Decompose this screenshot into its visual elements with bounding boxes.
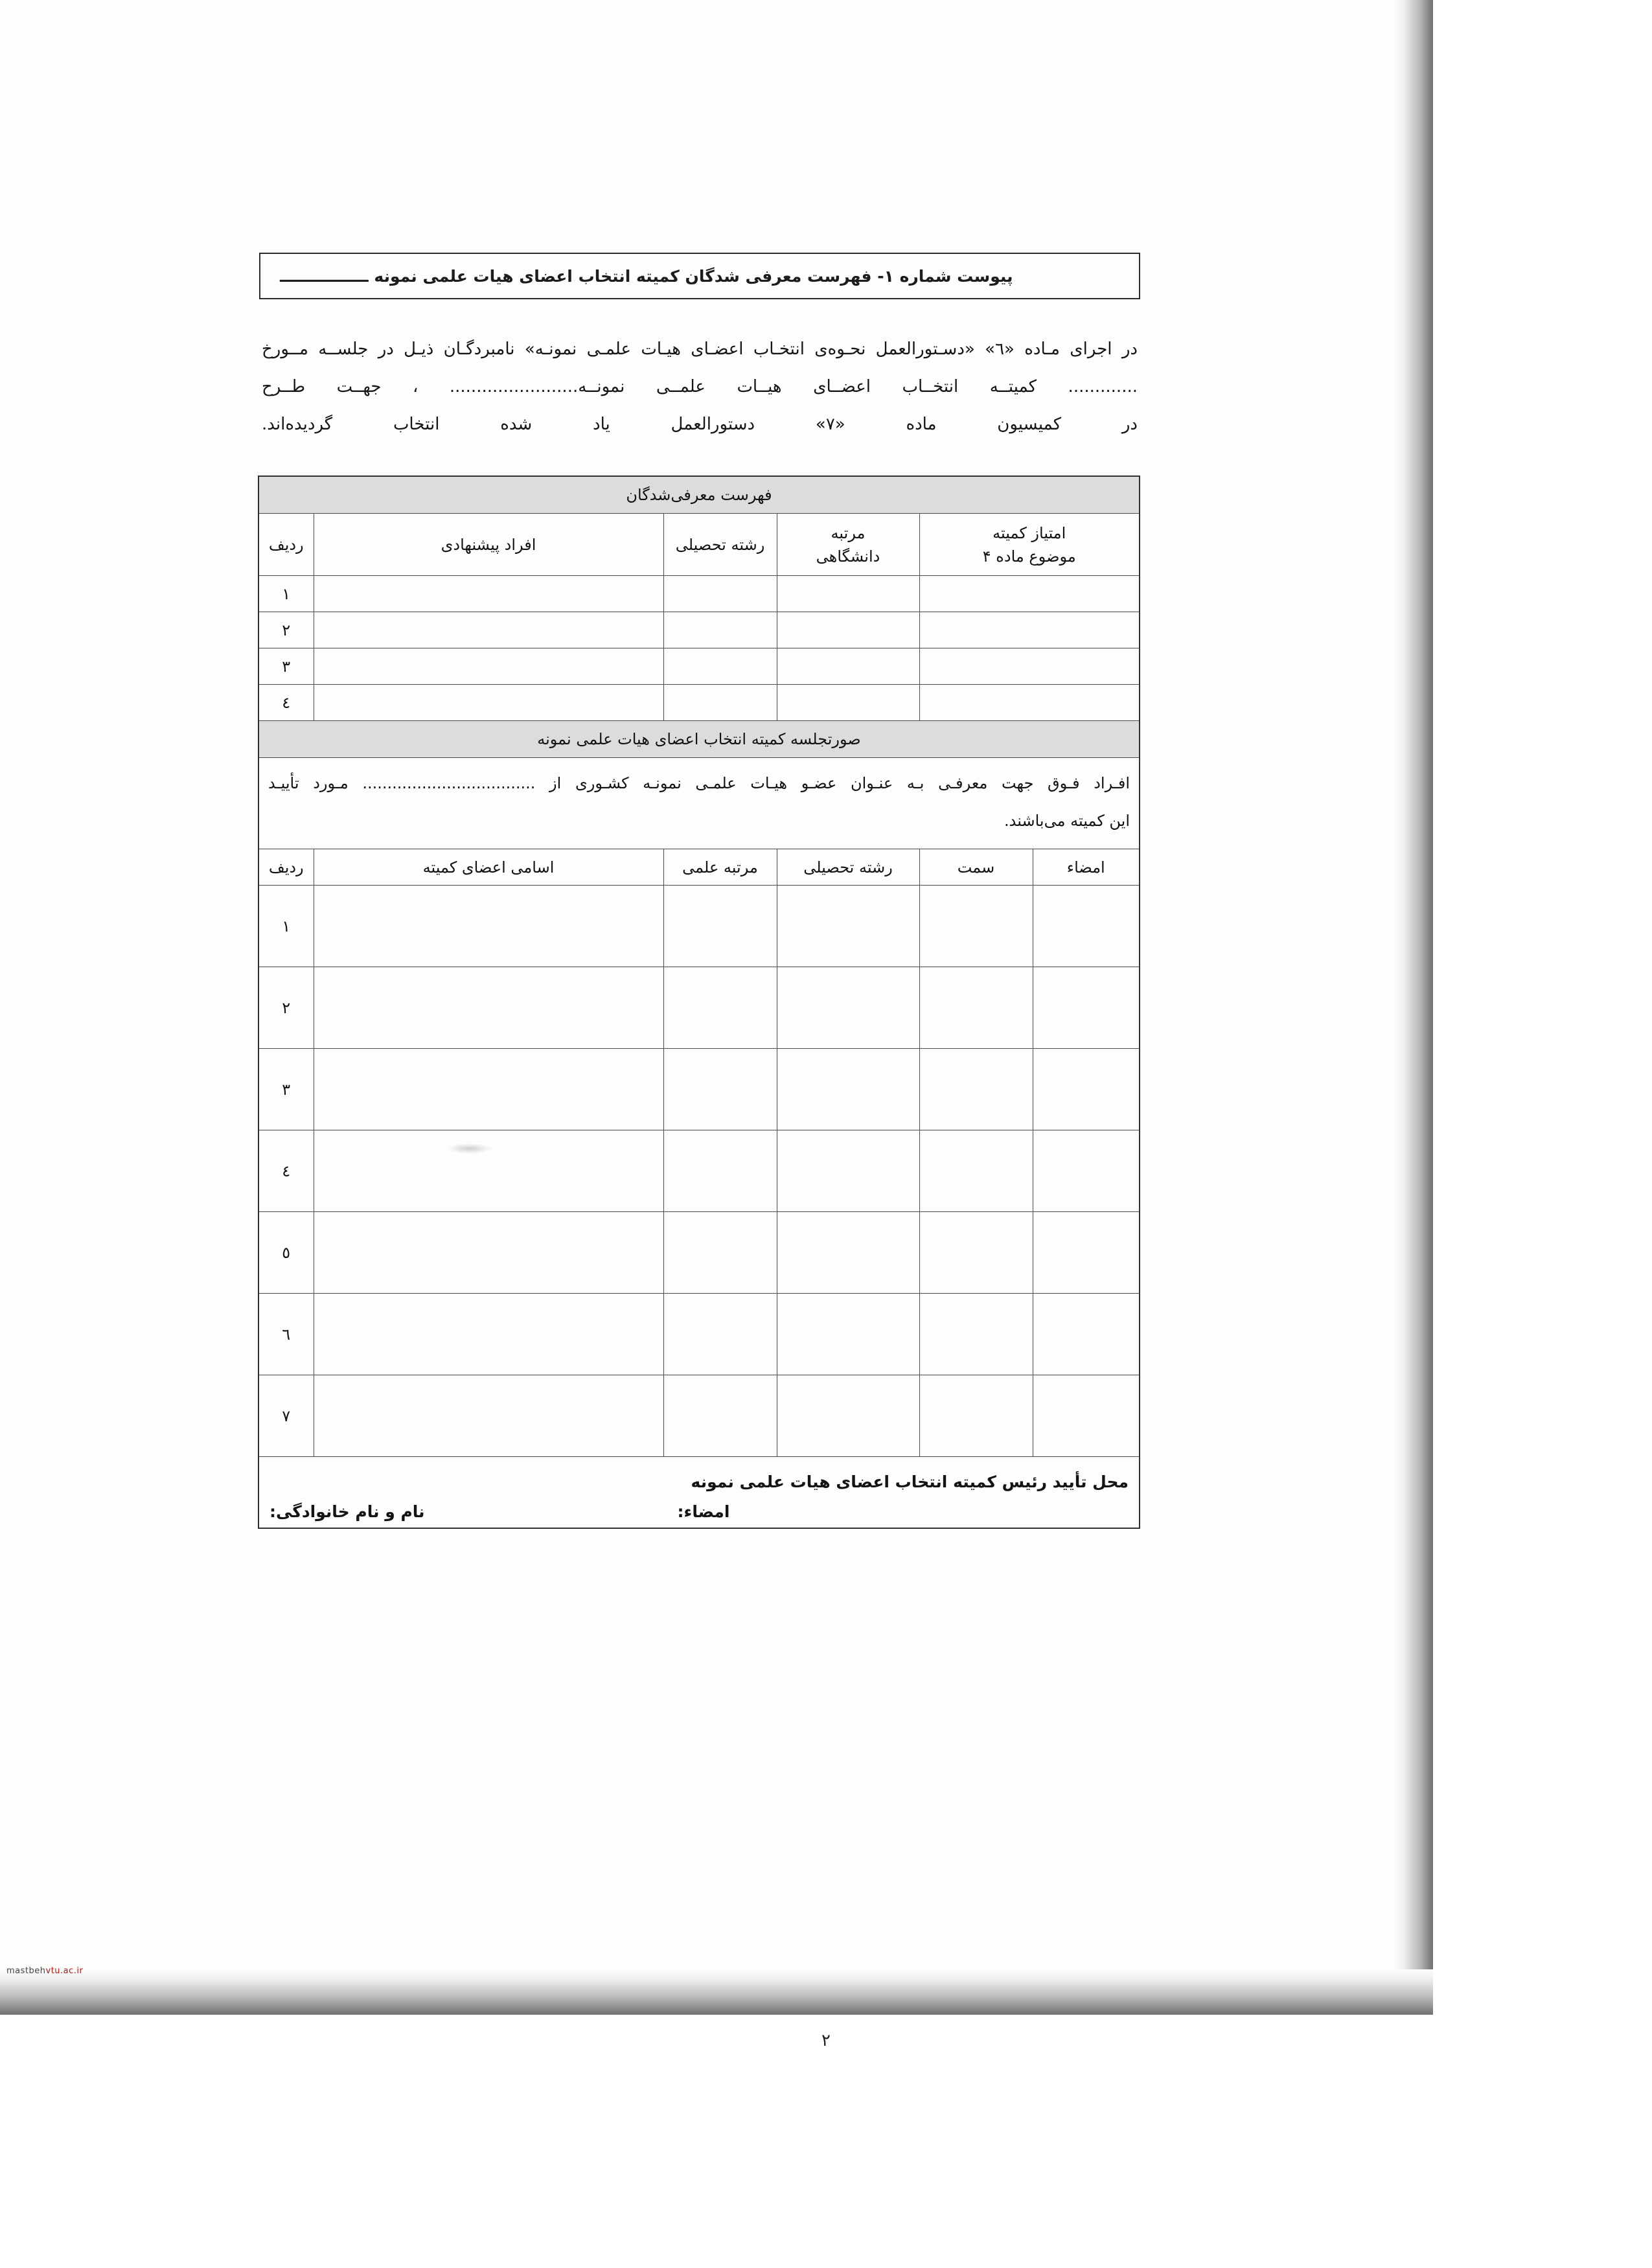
scan-watermark-text: mastbeh <box>6 1966 46 1976</box>
cell-index2: ٥ <box>258 1212 314 1294</box>
col-header-score-line2: موضوع ماده ۴ <box>982 547 1076 566</box>
cell-field2[interactable] <box>777 1294 919 1375</box>
cell-field2[interactable] <box>777 1212 919 1294</box>
cell-names[interactable] <box>314 1049 663 1130</box>
table1-header-row <box>258 514 1140 576</box>
table-row <box>258 648 1140 685</box>
cell-signature[interactable] <box>1033 1294 1140 1375</box>
minutes-paragraph-line1: افـراد فـوق جهت معرفـی بـه عنـوان عضـو هیـات علمـی نمونـه کشـوری از ................................... مـورد تأییـد <box>268 774 1130 792</box>
col-header-signature: امضاء <box>1033 849 1140 886</box>
table-row <box>258 886 1140 967</box>
cell-rank[interactable] <box>777 685 919 721</box>
cell-index2: ٦ <box>258 1294 314 1375</box>
table-row <box>258 1049 1140 1130</box>
col-header-names: اسامی اعضای کمیته <box>314 849 663 886</box>
confirmation-block <box>258 1457 1140 1529</box>
cell-position[interactable] <box>919 967 1033 1049</box>
cell-score[interactable] <box>919 612 1140 648</box>
cell-signature[interactable] <box>1033 967 1140 1049</box>
page-title: پیوست شماره ۱- فهرست معرفی شدگان کمیته انتخاب اعضای هیات علمی نمونه ــــــــــــــــ <box>280 266 1013 286</box>
signature-label[interactable]: امضاء: <box>677 1502 730 1521</box>
scan-watermark <box>6 1966 83 1976</box>
table-row <box>258 1375 1140 1457</box>
cell-rank2[interactable] <box>663 1375 777 1457</box>
section-band-minutes: صورتجلسه کمیته انتخاب اعضای هیات علمی نمونه <box>258 721 1140 758</box>
cell-field2[interactable] <box>777 1130 919 1212</box>
cell-signature[interactable] <box>1033 1212 1140 1294</box>
col-header-position: سمت <box>919 849 1033 886</box>
cell-index2: ٣ <box>258 1049 314 1130</box>
table-row <box>258 967 1140 1049</box>
table-row <box>258 1130 1140 1212</box>
cell-signature[interactable] <box>1033 1375 1140 1457</box>
cell-field[interactable] <box>663 576 777 612</box>
col-header-persons: افراد پیشنهادی <box>314 514 663 576</box>
col-header-rank-line2: دانشگاهی <box>816 547 880 566</box>
cell-score[interactable] <box>919 576 1140 612</box>
minutes-paragraph-line2: این کمیته می‌باشند. <box>1004 812 1130 830</box>
cell-names[interactable] <box>314 1294 663 1375</box>
cell-names[interactable] <box>314 967 663 1049</box>
section-band-nominees: فهرست معرفی‌شدگان <box>258 476 1140 514</box>
table-row <box>258 1212 1140 1294</box>
cell-index2: ٧ <box>258 1375 314 1457</box>
cell-position[interactable] <box>919 886 1033 967</box>
col-header-index2: ردیف <box>258 849 314 886</box>
cell-rank2[interactable] <box>663 1212 777 1294</box>
table-row <box>258 685 1140 721</box>
cell-position[interactable] <box>919 1130 1033 1212</box>
col-header-score-line1: امتیاز کمیته <box>992 523 1066 542</box>
cell-names[interactable] <box>314 1212 663 1294</box>
scan-smudge <box>447 1143 492 1154</box>
table-row <box>258 612 1140 648</box>
cell-index: ١ <box>258 576 314 612</box>
cell-signature[interactable] <box>1033 1049 1140 1130</box>
form-table <box>258 475 1140 1529</box>
cell-rank[interactable] <box>777 612 919 648</box>
col-header-rank2: مرتبه علمی <box>663 849 777 886</box>
cell-rank2[interactable] <box>663 1130 777 1212</box>
confirmation-fields <box>259 1502 1139 1528</box>
col-header-rank-line1: مرتبه <box>831 523 866 542</box>
document-content <box>259 253 1140 1529</box>
cell-position[interactable] <box>919 1375 1033 1457</box>
cell-rank2[interactable] <box>663 1049 777 1130</box>
cell-field2[interactable] <box>777 1049 919 1130</box>
cell-rank2[interactable] <box>663 967 777 1049</box>
confirmation-title: محل تأیید رئیس کمیته انتخاب اعضای هیات علمی نمونه <box>691 1472 1129 1491</box>
document-header-box <box>259 253 1140 299</box>
cell-rank2[interactable] <box>663 1294 777 1375</box>
cell-rank2[interactable] <box>663 886 777 967</box>
cell-names[interactable] <box>314 886 663 967</box>
cell-persons[interactable] <box>314 576 663 612</box>
cell-position[interactable] <box>919 1294 1033 1375</box>
cell-score[interactable] <box>919 648 1140 685</box>
col-header-field: رشته تحصیلی <box>663 514 777 576</box>
cell-signature[interactable] <box>1033 1130 1140 1212</box>
cell-field2[interactable] <box>777 967 919 1049</box>
page-edge-shadow-bottom <box>0 1969 1433 2015</box>
cell-persons[interactable] <box>314 612 663 648</box>
cell-field[interactable] <box>663 648 777 685</box>
col-header-field2: رشته تحصیلی <box>777 849 919 886</box>
col-header-index: ردیف <box>258 514 314 576</box>
cell-position[interactable] <box>919 1049 1033 1130</box>
intro-line-1: در اجرای مـاده «٦» «دسـتورالعمل نحـوه‌ی انتخـاب اعضـای هیـات علمـی نمونـه» نامبردگـان ذیـل در <box>378 339 1138 359</box>
full-name-label[interactable]: نام و نام خانوادگی: <box>270 1502 425 1521</box>
col-header-score <box>919 514 1140 576</box>
col-header-rank <box>777 514 919 576</box>
cell-field2[interactable] <box>777 1375 919 1457</box>
cell-field[interactable] <box>663 612 777 648</box>
cell-index: ٢ <box>258 612 314 648</box>
cell-field[interactable] <box>663 685 777 721</box>
cell-field2[interactable] <box>777 886 919 967</box>
table-row <box>258 1294 1140 1375</box>
cell-index2: ٤ <box>258 1130 314 1212</box>
table2-header-row <box>258 849 1140 886</box>
table-row <box>258 576 1140 612</box>
cell-index2: ٢ <box>258 967 314 1049</box>
cell-score[interactable] <box>919 685 1140 721</box>
cell-rank[interactable] <box>777 648 919 685</box>
page-number: ۲ <box>821 2031 831 2050</box>
cell-persons[interactable] <box>314 648 663 685</box>
cell-names[interactable] <box>314 1130 663 1212</box>
cell-persons[interactable] <box>314 685 663 721</box>
page-edge-shadow-right <box>1394 0 1433 1995</box>
cell-names[interactable] <box>314 1375 663 1457</box>
cell-index2: ١ <box>258 886 314 967</box>
minutes-paragraph <box>258 758 1140 849</box>
scan-watermark-url: vtu.ac.ir <box>45 1966 84 1976</box>
cell-rank[interactable] <box>777 576 919 612</box>
cell-index: ٣ <box>258 648 314 685</box>
cell-signature[interactable] <box>1033 886 1140 967</box>
intro-paragraph <box>259 330 1140 443</box>
cell-index: ٤ <box>258 685 314 721</box>
cell-position[interactable] <box>919 1212 1033 1294</box>
intro-line-2: جلســه مــورخ ............. کمیتــه انتخــاب اعضــای هیــات علمــی نمونــه........................ ، جهــت طــرح <box>262 339 1138 396</box>
intro-line-3: در کمیسیون ماده «٧» دستورالعمل یاد شده انتخاب گردیده‌اند. <box>262 415 1138 434</box>
